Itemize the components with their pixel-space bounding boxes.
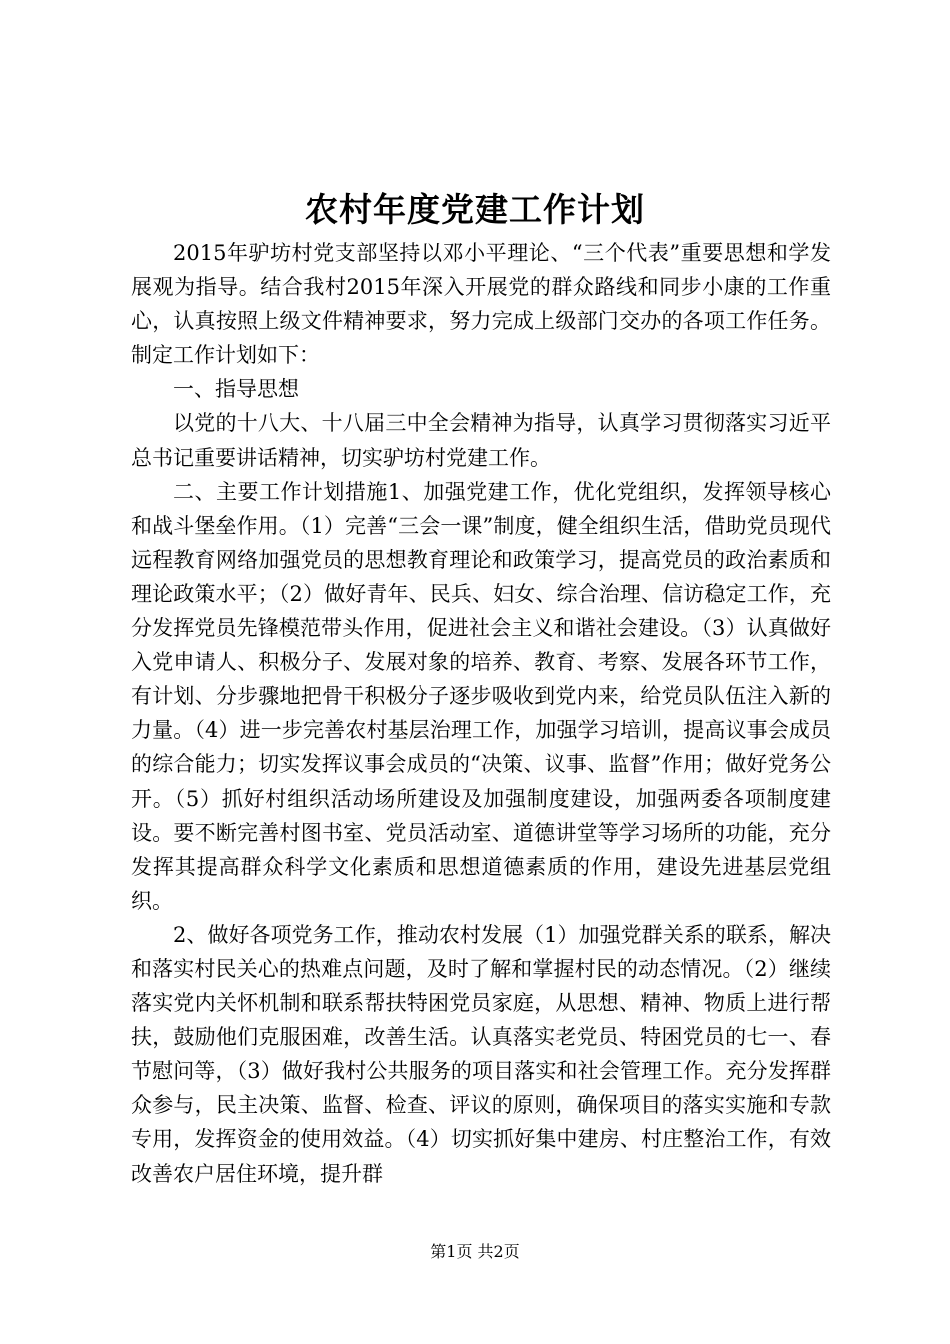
document-title: 农村年度党建工作计划 [305,190,645,229]
section-heading-guiding-thought: 一、指导思想 [173,377,299,402]
paragraph-guiding-thought: 以党的十八大、十八届三中全会精神为指导，认真学习贯彻落实习近平总书记重要讲话精神，切实驴坊村党建工作。 [131,411,831,470]
paragraph-intro: 2015年驴坊村党支部坚持以邓小平理论、“三个代表”重要思想和学发展观为指导。结合我村2015年深入开展党的群众路线和同步小康的工作重心，认真按照上级文件精神要求，努力完成上级部门交办的各项工作任务。制定工作计划如下： [131,241,831,368]
paragraph-party-affairs: 2、做好各项党务工作，推动农村发展（1）加强党群关系的联系，解决和落实村民关心的热难点问题，及时了解和掌握村民的动态情况。（2）继续落实党内关怀机制和联系帮扶特困党员家庭，从思想、精神、物质上进行帮扶，鼓励他们克服困难，改善生活。认真落实老党员、特困党员的七一、春节慰问等，（3）做好我村公共服务的项目落实和社会管理工作。充分发挥群众参与，民主决策、监督、检查、评议的原则，确保项目的落实实施和专款专用，发挥资金的使用效益。（4）切实抓好集中建房、村庄整治工作，有效改善农户居住环境，提升群 [131,922,831,1186]
paragraph-main-measures: 二、主要工作计划措施1、加强党建工作，优化党组织，发挥领导核心和战斗堡垒作用。（1）完善“三会一课”制度，健全组织生活，借助党员现代远程教育网络加强党员的思想教育理论和政策学习，提高党员的政治素质和理论政策水平；（2）做好青年、民兵、妇女、综合治理、信访稳定工作，充分发挥党员先锋模范带头作用，促进社会主义和谐社会建设。（3）认真做好入党申请人、积极分子、发展对象的培养、教育、考察、发展各环节工作，有计划、分步骤地把骨干积极分子逐步吸收到党内来，给党员队伍注入新的力量。（4）进一步完善农村基层治理工作，加强学习培训，提高议事会成员的综合能力；切实发挥议事会成员的“决策、议事、监督”作用；做好党务公开。（5）抓好村组织活动场所建设及加强制度建设，加强两委各项制度建设。要不断完善村图书室、党员活动室、道德讲堂等学习场所的功能，充分发挥其提高群众科学文化素质和思想道德素质的作用，建设先进基层党组织。 [131,479,831,913]
page-footer: 第1页 共2页 [430,1242,520,1261]
document-body [131,236,831,1191]
